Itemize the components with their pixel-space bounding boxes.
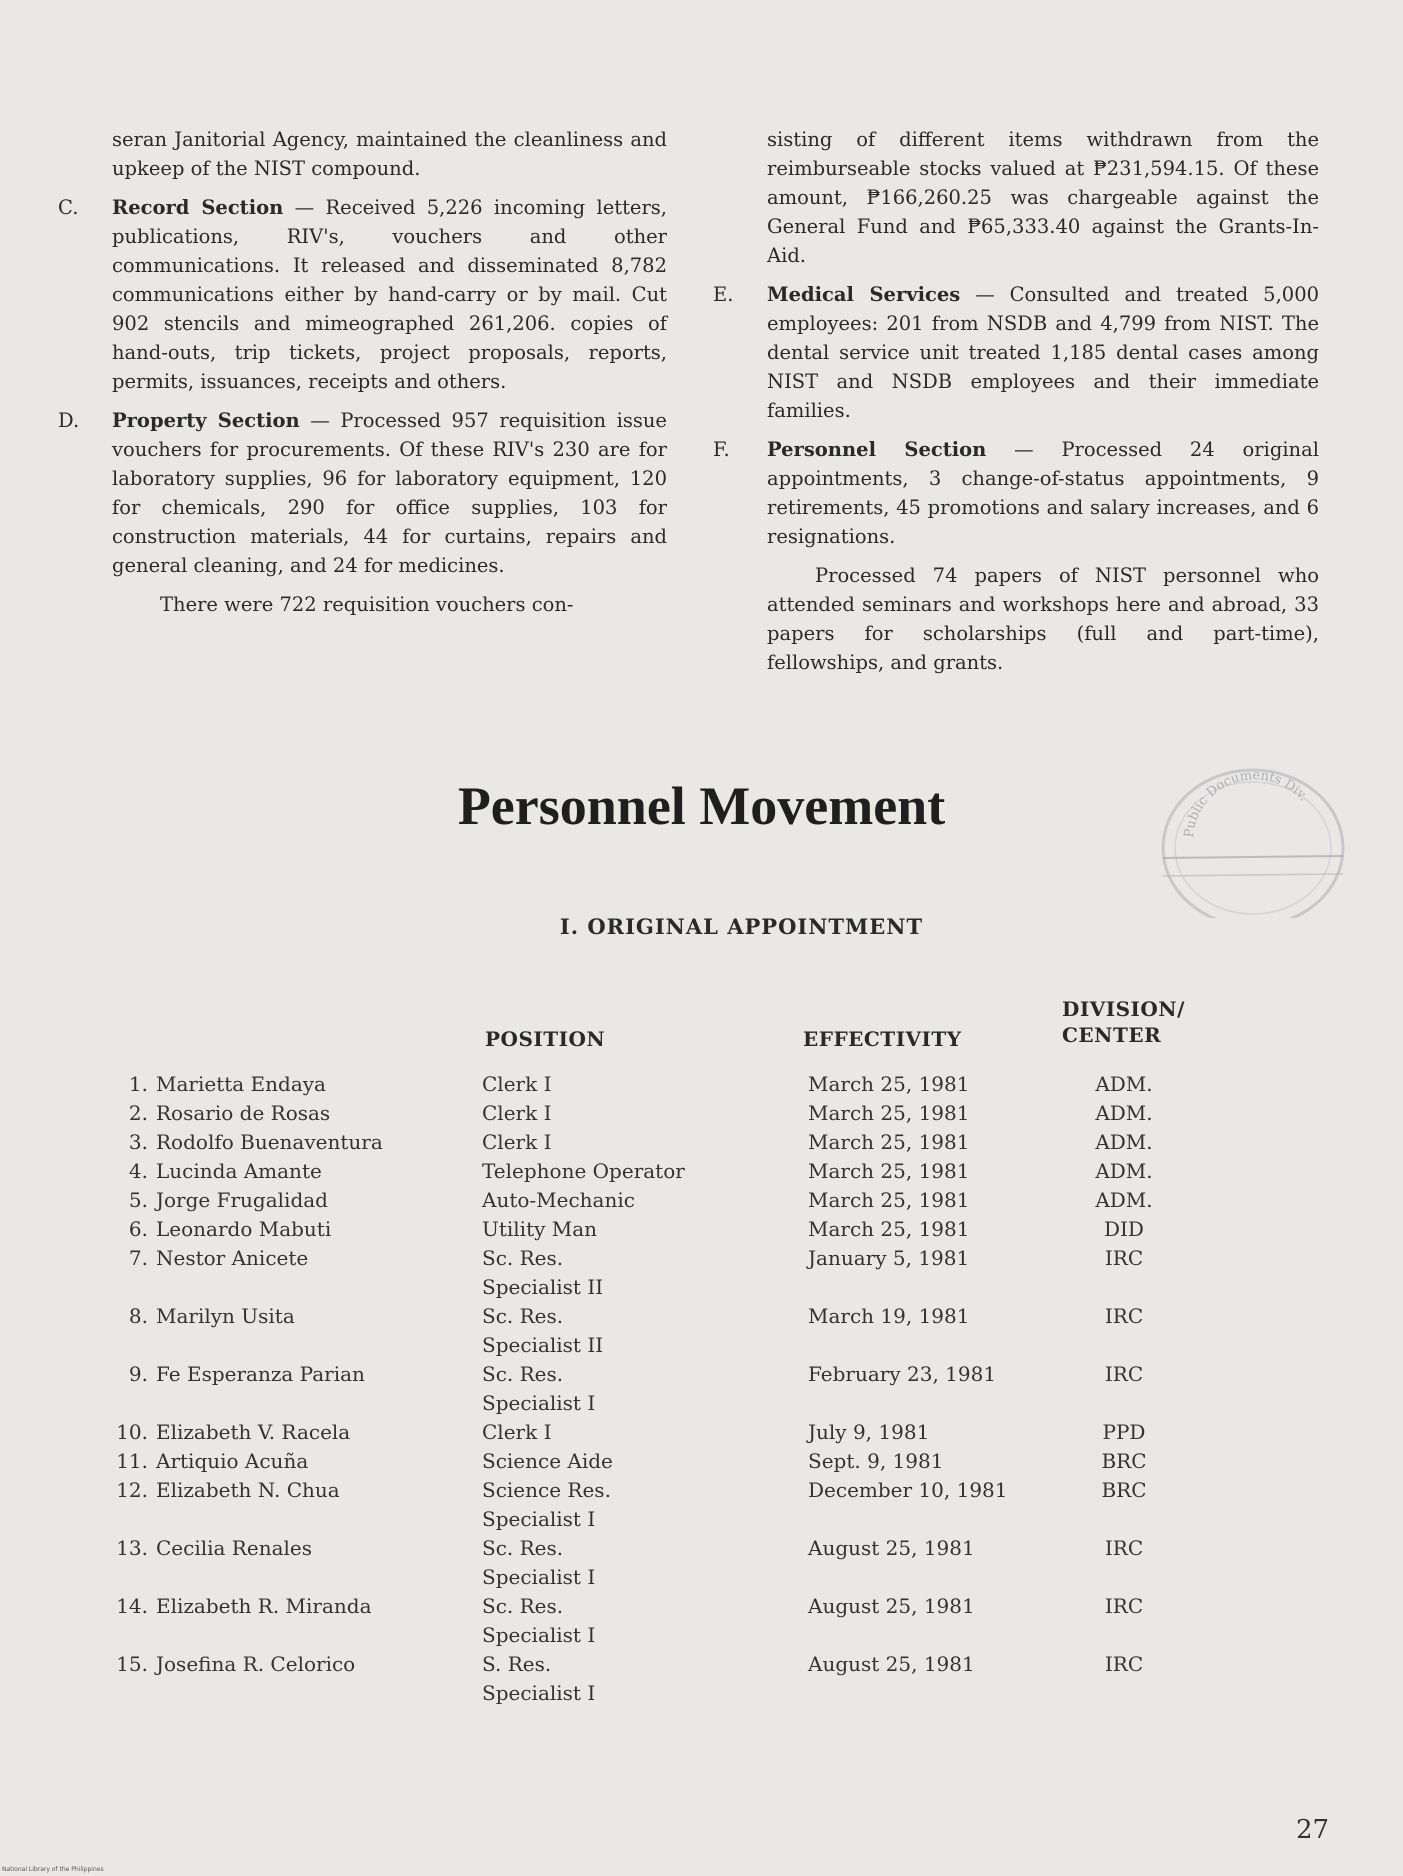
row-number: 14. <box>116 1594 148 1618</box>
row-number: 15. <box>116 1652 148 1676</box>
item-dash: — <box>986 438 1062 461</box>
row-number: 9. <box>128 1362 148 1386</box>
division-code: BRC <box>1101 1449 1147 1473</box>
footer-credit: National Library of the Philippines <box>2 1866 104 1873</box>
position-cell <box>482 1244 808 1302</box>
table-row <box>100 1302 1174 1360</box>
personnel-section-item <box>713 435 1319 551</box>
division-code: IRC <box>1104 1652 1144 1676</box>
row-number: 7. <box>128 1246 148 1270</box>
position-cell <box>482 1360 808 1418</box>
table-row <box>100 1650 1174 1708</box>
table-row <box>100 1476 1174 1534</box>
section-heading <box>0 914 1403 939</box>
right-closing-paragraph: Processed 74 papers of NIST personnel who attended seminars and workshops here and abroad, 33 papers for scholarships (full and part-time), fellowships, and grants. <box>767 564 1319 674</box>
effectivity-date: July 9, 1981 <box>808 1420 930 1444</box>
effectivity-date: March 25, 1981 <box>808 1072 970 1096</box>
property-section-item <box>58 406 667 580</box>
table-row <box>100 1447 1174 1476</box>
left-text-column <box>58 125 667 629</box>
section-heading-text: I. ORIGINAL APPOINTMENT <box>559 914 924 939</box>
medical-services-item <box>713 280 1320 425</box>
item-text: Processed 24 original appointments, 3 change-of-status appointments, 9 retirements, 45 promotions and salary increases, and 6 resignations. <box>767 438 1319 548</box>
effectivity-date: March 25, 1981 <box>808 1101 970 1125</box>
row-number: 4. <box>128 1159 148 1183</box>
position-line2: Specialist I <box>482 1565 596 1589</box>
record-section-item <box>58 193 667 396</box>
position-line1: Sc. Res. <box>482 1246 564 1270</box>
item-dash: — <box>299 409 341 432</box>
position-line1: Sc. Res. <box>482 1594 564 1618</box>
position-cell: Clerk I <box>482 1072 552 1096</box>
employee-name: Leonardo Mabuti <box>156 1217 332 1241</box>
effectivity-date: February 23, 1981 <box>808 1362 997 1386</box>
effectivity-date: March 19, 1981 <box>808 1304 970 1328</box>
position-line2: Specialist I <box>482 1507 596 1531</box>
division-code: IRC <box>1104 1594 1144 1618</box>
header-effectivity: EFFECTIVITY <box>803 1027 962 1051</box>
position-cell: Telephone Operator <box>482 1159 685 1183</box>
position-cell <box>482 1302 808 1360</box>
item-heading: Medical Services <box>767 283 961 306</box>
row-number: 3. <box>128 1130 148 1154</box>
division-code: DID <box>1104 1217 1144 1241</box>
row-number: 2. <box>128 1101 148 1125</box>
employee-name: Elizabeth V. Racela <box>156 1420 351 1444</box>
svg-text:Public Documents Div. <box>1182 768 1311 838</box>
position-line1: S. Res. <box>482 1652 552 1676</box>
item-letter: E. <box>713 283 734 306</box>
item-dash: — <box>960 283 1010 306</box>
division-code: ADM. <box>1095 1072 1153 1096</box>
position-line1: Science Res. <box>482 1478 611 1502</box>
effectivity-date: March 25, 1981 <box>808 1217 970 1241</box>
employee-name: Rosario de Rosas <box>156 1101 331 1125</box>
row-number: 10. <box>116 1420 148 1444</box>
item-text: Received 5,226 incoming letters, publications, RIV's, vouchers and other communications. It released and disseminated 8,782 communications either by hand-carry or by mail. Cut 902 stencils and mimeographed 261,206. copies of hand-outs, trip tickets, project proposals, reports, permits, issuances, receipts and others. <box>112 196 667 393</box>
division-code: ADM. <box>1095 1101 1153 1125</box>
position-line2: Specialist I <box>482 1623 596 1647</box>
header-division-line1: DIVISION/ <box>1062 997 1185 1021</box>
table-row <box>100 1070 1174 1099</box>
position-cell <box>482 1592 808 1650</box>
division-code: PPD <box>1102 1420 1146 1444</box>
right-intro-paragraph: sisting of different items withdrawn from the reimburseable stocks valued at ₱231,594.15. Of these amount, ₱166,260.25 was chargeable against the General Fund and ₱65,333.40 against the Grants-In-Aid. <box>767 128 1319 267</box>
table-row <box>100 1418 1174 1447</box>
right-text-column <box>713 125 1320 687</box>
row-number: 11. <box>116 1449 148 1473</box>
table-row <box>100 1215 1174 1244</box>
position-line1: Sc. Res. <box>482 1304 564 1328</box>
position-cell <box>482 1534 808 1592</box>
employee-name: Artiquio Acuña <box>156 1449 309 1473</box>
table-row <box>100 1157 1174 1186</box>
employee-name: Marilyn Usita <box>156 1304 295 1328</box>
effectivity-date: August 25, 1981 <box>808 1652 975 1676</box>
row-number: 6. <box>128 1217 148 1241</box>
page-title-text: Personnel Movement <box>457 776 946 836</box>
item-text: Consulted and treated 5,000 employees: 201 from NSDB and 4,799 from NIST. The dental service unit treated 1,185 dental cases among NIST and NSDB employees and their immediate families. <box>767 283 1320 422</box>
position-cell <box>482 1476 808 1534</box>
header-position: POSITION <box>485 1027 606 1051</box>
header-division <box>1062 996 1185 1048</box>
employee-name: Rodolfo Buenaventura <box>156 1130 383 1154</box>
employee-name: Fe Esperanza Parian <box>156 1362 365 1386</box>
employee-name: Lucinda Amante <box>156 1159 322 1183</box>
division-code: BRC <box>1101 1478 1147 1502</box>
header-division-line2: CENTER <box>1062 1023 1162 1047</box>
division-code: IRC <box>1104 1362 1144 1386</box>
position-line1: Sc. Res. <box>482 1536 564 1560</box>
item-heading: Property Section <box>112 409 300 432</box>
page-number: 27 <box>1296 1815 1330 1845</box>
row-number: 1. <box>128 1072 148 1096</box>
effectivity-date: March 25, 1981 <box>808 1159 970 1183</box>
library-stamp <box>1153 748 1351 918</box>
effectivity-date: Sept. 9, 1981 <box>808 1449 944 1473</box>
position-line2: Specialist II <box>482 1275 604 1299</box>
left-intro-paragraph: seran Janitorial Agency, maintained the cleanliness and upkeep of the NIST compound. <box>112 128 667 180</box>
item-heading: Personnel Section <box>767 438 987 461</box>
row-number: 8. <box>128 1304 148 1328</box>
employee-name: Josefina R. Celorico <box>156 1652 356 1676</box>
employee-name: Cecilia Renales <box>156 1536 313 1560</box>
item-letter: C. <box>58 196 79 219</box>
position-line1: Sc. Res. <box>482 1362 564 1386</box>
table-row <box>100 1592 1174 1650</box>
effectivity-date: January 5, 1981 <box>808 1246 970 1270</box>
division-code: IRC <box>1104 1304 1144 1328</box>
position-cell <box>482 1650 808 1708</box>
row-number: 12. <box>116 1478 148 1502</box>
position-cell: Clerk I <box>482 1420 552 1444</box>
division-code: IRC <box>1104 1246 1144 1270</box>
item-text: Processed 957 requisition issue vouchers for procurements. Of these RIV's 230 are for laboratory supplies, 96 for laboratory equipment, 120 for chemicals, 290 for office supplies, 103 for construction materials, 44 for curtains, repairs and general cleaning, and 24 for medicines. <box>112 409 667 577</box>
table-row <box>100 1244 1174 1302</box>
item-letter: D. <box>58 409 80 432</box>
appointment-table <box>100 1070 1174 1708</box>
table-row <box>100 1360 1174 1418</box>
position-line2: Specialist I <box>482 1391 596 1415</box>
table-row <box>100 1099 1174 1128</box>
division-code: IRC <box>1104 1536 1144 1560</box>
effectivity-date: December 10, 1981 <box>808 1478 1008 1502</box>
effectivity-date: March 25, 1981 <box>808 1188 970 1212</box>
stamp-text: Public Documents Div. <box>1181 768 1311 839</box>
row-number: 13. <box>116 1536 148 1560</box>
item-dash: — <box>283 196 326 219</box>
employee-name: Marietta Endaya <box>156 1072 326 1096</box>
position-line2: Specialist I <box>482 1681 596 1705</box>
effectivity-date: August 25, 1981 <box>808 1536 975 1560</box>
division-code: ADM. <box>1095 1130 1153 1154</box>
position-cell: Utility Man <box>482 1217 598 1241</box>
table-row <box>100 1128 1174 1157</box>
table-row <box>100 1534 1174 1592</box>
division-code: ADM. <box>1095 1159 1153 1183</box>
left-closing-paragraph: There were 722 requisition vouchers con- <box>160 593 574 616</box>
employee-name: Jorge Frugalidad <box>156 1188 328 1212</box>
row-number: 5. <box>128 1188 148 1212</box>
employee-name: Elizabeth N. Chua <box>156 1478 340 1502</box>
item-heading: Record Section <box>112 196 284 219</box>
item-letter: F. <box>713 438 730 461</box>
position-cell: Auto-Mechanic <box>482 1188 635 1212</box>
division-code: ADM. <box>1095 1188 1153 1212</box>
position-cell: Clerk I <box>482 1101 552 1125</box>
table-row <box>100 1186 1174 1215</box>
effectivity-date: March 25, 1981 <box>808 1130 970 1154</box>
appointment-table-body <box>100 1070 1174 1708</box>
position-line2: Specialist II <box>482 1333 604 1357</box>
effectivity-date: August 25, 1981 <box>808 1594 975 1618</box>
employee-name: Nestor Anicete <box>156 1246 309 1270</box>
position-cell: Clerk I <box>482 1130 552 1154</box>
employee-name: Elizabeth R. Miranda <box>156 1594 372 1618</box>
position-cell: Science Aide <box>482 1449 613 1473</box>
